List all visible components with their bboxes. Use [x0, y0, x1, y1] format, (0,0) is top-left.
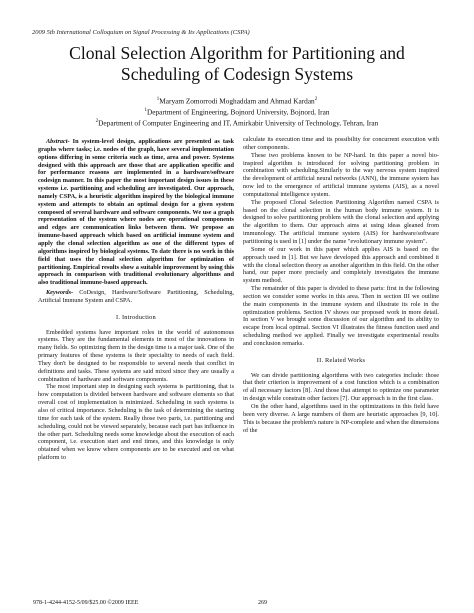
- right-column: [243, 136, 439, 434]
- footer-page-number: 269: [258, 600, 267, 606]
- author-names-line: [32, 95, 442, 106]
- affiliation-1: Department of Engineering, Bojnord University, Bojnord, Iran: [146, 107, 330, 117]
- author-block: [32, 95, 442, 128]
- related-paragraph-2: On the other hand, algorithms used in the optimizations in this field have been very diverse. A large numbers of them are heuristic approaches [9, 10]. This is because the problem's nature is NP-complete and when the dimensions of the: [243, 403, 439, 434]
- related-paragraph-1: We can divide partitioning algorithms with two categories include: those that their criterion is improvement of a cost function which is a combination of all necessary factors [8]. And those that attempt to optimize one parameter in design while constrain other factors [7]. Our approach is in the first class.: [243, 371, 439, 403]
- section-heading-related-works: II. Related Works: [316, 356, 366, 364]
- affiliation-2: Department of Computer Engineering and IT, Amirkabir University of Technology, Tehran, Iran: [98, 118, 379, 128]
- keywords-label: Keywords-: [46, 289, 74, 297]
- affil-sup-2: 2: [95, 119, 99, 125]
- footer-isbn: 978-1-4244-4152-5/09/$25.00 ©2009 IEEE: [33, 600, 139, 606]
- author-sup-1: 1: [156, 97, 160, 102]
- keywords-text: CoDesign, Hardware/Software Partitioning, Scheduling, Artificial Immune System and CSPA.: [38, 289, 234, 304]
- abstract-label: Abstract-: [46, 138, 70, 145]
- right-paragraph-2: The proposed Clonal Selection Partitioning Algorithm named CSPA is based on the clonal selection in the human body immune system. It is designed to solve partitioning problem with the clonal selection and applying the algorithm to them. Our approach aims at using ideas gleaned from immunology. The artificial immune system (AIS) for hardware/software partitioning is used in [1] under the name "evolutionary immune system".: [243, 198, 439, 245]
- title-line-1: Clonal Selection Algorithm for Partitioning and: [69, 43, 405, 63]
- intro-paragraph-2: The most important step in designing such systems is partitioning, that is how computation is divided between hardware and software elements so that overall cost of implementation is minimized. Scheduling in such systems is also of critical importance. Scheduling is the task of determining the starting time for each task of the system. Really those two parts, i.e. partitioning and scheduling, could not be viewed separately, because each part has influence in the other part. Scheduling needs some knowledge about the execution of each component, i.e. execution start and end times, and this knowledge is only obtained when we know where components are to be executed and on what platform to: [38, 383, 234, 462]
- right-paragraph-4: The remainder of this paper is divided to these parts: first in the following section we consider some works in this area. Then in section III we outline the main components in the immune system and illustrate its role in the optimization problems. Section IV shows our proposed work in more detail. In section V we brought some discussion of our algorithm and its ability to escape from local optimal. Section VI illustrates the fitness function used and scheduling method we applied. Finally we investigate experimental results and conclusion remarks.: [243, 285, 439, 347]
- affiliation-2-line: [32, 117, 442, 128]
- intro-paragraph-1: Embedded systems have important roles in the world of autonomous systems. They are the fundamental elements in most of the innovations in many fields. So optimizing them in the design time is a major task. One of the primary features of these systems is their speciality to needs of each field. They don't be designed to be responsible to several needs that conflict in definitions and tasks. These systems are said mixed since they are usually a combination of hardware and software components.: [38, 328, 234, 383]
- affiliation-1-line: [32, 106, 442, 117]
- right-paragraph-3: Some of our work in this paper which applies AIS is based on the approach used in [1]. But we have developed this approach and combined it with the clonal selection theory as another algorithm in this field. On the other hand, our paper more precisely and completely investigates the immune system method.: [243, 245, 439, 285]
- conference-header: 2009 5th International Colloquium on Signal Processing & Its Applications (CSPA): [32, 29, 250, 36]
- keywords-paragraph: [38, 289, 234, 305]
- author-sup-2: 2: [314, 97, 318, 102]
- left-column: [38, 138, 234, 462]
- author-names: Maryam Zomorrodi Moghaddam and Ahmad Kardan: [159, 96, 315, 106]
- right-paragraph-continued: calculate its execution time and its possibility for concurrent execution with other components.: [243, 136, 439, 151]
- affil-sup-1: 1: [144, 108, 147, 114]
- section-heading-introduction: I. Introduction: [116, 313, 156, 321]
- paper-title: [32, 43, 442, 85]
- abstract-text: In system-level design, applications are presented as task graphs where tasks; i.e. nodes of the graph, have several implementation options differing in some criteria such as time, area and power. Systems designed with this approach are those that are application specific and for performance reasons are implemented in a hardware/software codesign manner. In this paper the most important design issues in these systems i.e. partitioning and scheduling are investigated. Our approach, namely CSPA, is a heuristic algorithm inspired by the biological immune system and attempts to obtain an optimal design for a given system composed of several hardware and software components. We use a graph representation of the system where nodes are operational components and edges are communication links between them. We propose an immune-based approach which based on artificial immune system and apply the clonal selection algorithm as one of the different types of algorithms inspired by biological systems. To date there is no work in this field that uses the clonal selection algorithm for optimization of partitioning. Empirical results show a suitable improvement by using this approach in comparison with traditional evolutionary algorithms and also traditional immune-based approach.: [38, 138, 234, 287]
- right-paragraph-1: These two problems known to be NP-hard. In this paper a novel bio-inspired algorithm is introduced for solving partitioning problem in combination with scheduling.Similarly to the way nervous system inspired the development of artificial neural networks (ANN), the immune system has now led to the emergence of artificial immune systems (AIS), as a novel computational intelligence system.: [243, 151, 439, 198]
- abstract-paragraph: [38, 138, 234, 287]
- title-line-2: Scheduling of Codesign Systems: [120, 64, 354, 84]
